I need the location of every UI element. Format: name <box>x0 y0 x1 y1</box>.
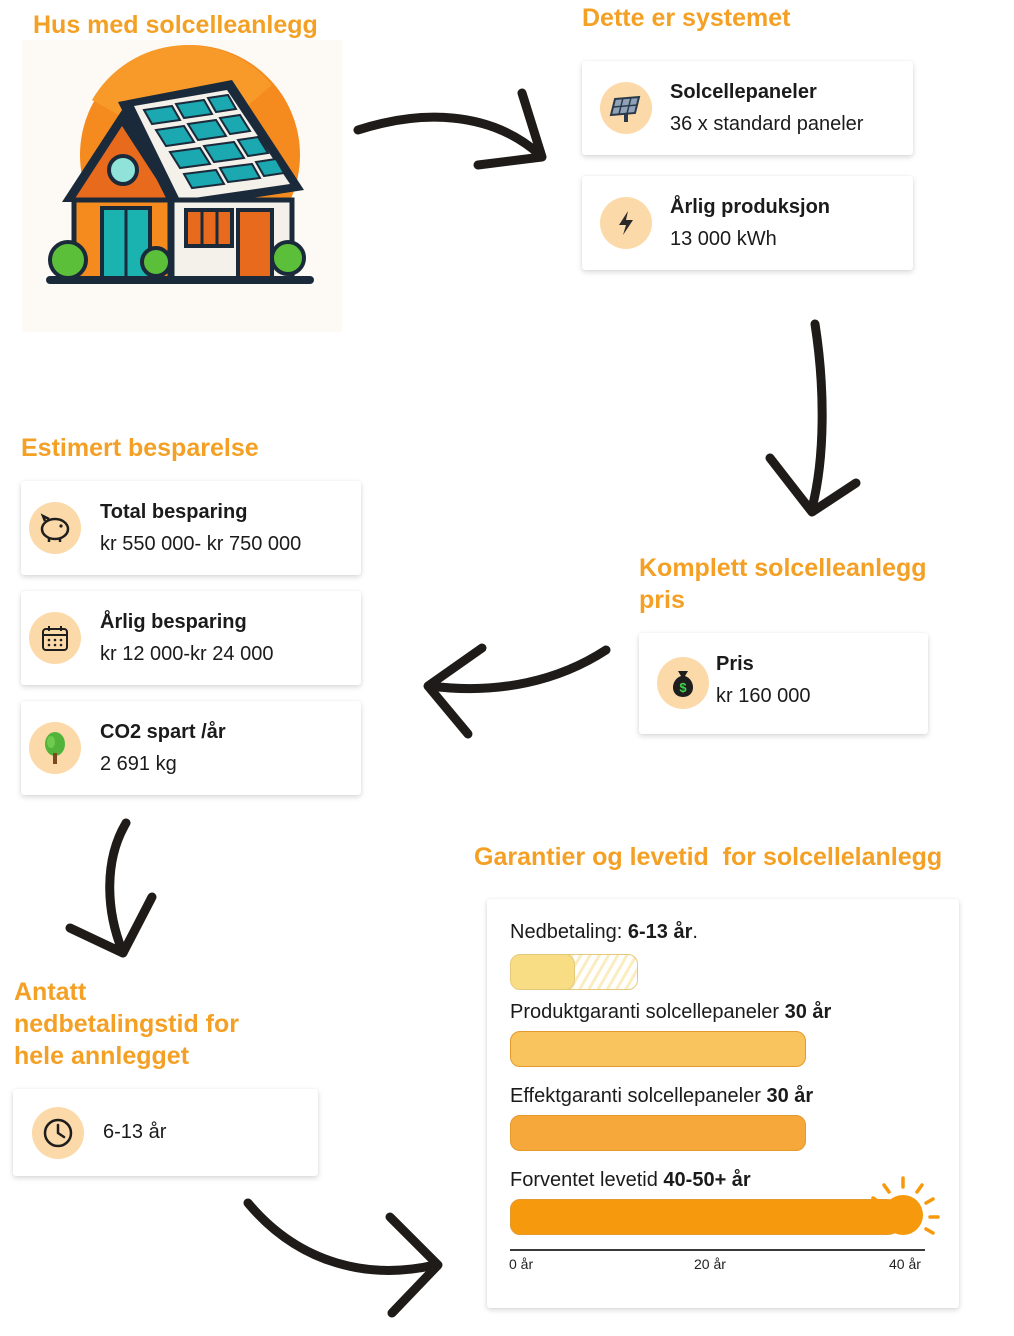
sun-icon <box>870 1167 940 1237</box>
flow-arrow-1 <box>350 85 560 185</box>
card-value: 6-13 år <box>103 1121 167 1143</box>
payback-heading-line3: hele annlegget <box>14 1042 190 1070</box>
card-value: 13 000 kWh <box>670 228 777 250</box>
savings-card-co2 <box>21 701 361 795</box>
house-illustration <box>22 40 342 332</box>
savings-card-total <box>21 481 361 575</box>
lifetime-bar <box>510 1199 905 1235</box>
solar-panel-icon <box>600 82 652 134</box>
card-value: kr 160 000 <box>716 685 811 707</box>
card-title: CO2 spart /år <box>100 721 226 743</box>
tree-icon <box>29 722 81 774</box>
axis-tick-label: 40 år <box>889 1256 921 1272</box>
payback-heading-line2: nedbetalingstid for <box>14 1010 239 1038</box>
lifetime-label: Forventet levetid 40-50+ år <box>510 1169 751 1191</box>
payback-heading-line1: Antatt <box>14 978 87 1006</box>
card-title: Pris <box>716 653 754 675</box>
payback-card <box>13 1089 318 1176</box>
payback-bar <box>510 954 575 990</box>
axis-tick-label: 0 år <box>509 1256 534 1272</box>
price-heading-line2: pris <box>639 586 685 614</box>
system-card-panels <box>582 61 913 155</box>
flow-arrow-2 <box>760 318 870 528</box>
price-heading-line1: Komplett solcelleanlegg <box>639 554 927 582</box>
flow-arrow-4 <box>60 815 170 965</box>
flow-arrow-5 <box>240 1195 455 1325</box>
money-bag-icon <box>657 657 709 709</box>
piggy-bank-icon <box>29 502 81 554</box>
system-heading: Dette er systemet <box>582 4 791 32</box>
card-value: kr 550 000- kr 750 000 <box>100 533 302 555</box>
flow-arrow-3 <box>420 640 620 740</box>
product-warranty-bar <box>510 1031 806 1067</box>
lightning-icon <box>600 197 652 249</box>
warranty-heading: Garantier og levetid for solcellelanlegg <box>474 843 943 871</box>
svg-text:$: $ <box>679 680 687 695</box>
timeline-axis <box>510 1249 925 1251</box>
price-card <box>639 633 928 734</box>
card-title: Årlig produksjon <box>670 196 830 218</box>
house-heading: Hus med solcelleanlegg <box>33 11 318 39</box>
card-value: 36 x standard paneler <box>670 113 864 135</box>
warranty-card <box>487 899 959 1308</box>
card-title: Årlig besparing <box>100 611 247 633</box>
effect-warranty-label: Effektgaranti solcellepaneler 30 år <box>510 1085 814 1107</box>
product-warranty-label: Produktgaranti solcellepaneler 30 år <box>510 1001 832 1023</box>
calendar-icon <box>29 612 81 664</box>
card-title: Solcellepaneler <box>670 81 817 103</box>
card-value: 2 691 kg <box>100 753 177 775</box>
system-card-production <box>582 176 913 270</box>
axis-tick-label: 20 år <box>694 1256 726 1272</box>
card-title: Total besparing <box>100 501 248 523</box>
clock-icon <box>32 1107 84 1159</box>
savings-heading: Estimert besparelse <box>21 434 259 462</box>
effect-warranty-bar <box>510 1115 806 1151</box>
payback-row-label: Nedbetaling: 6-13 år. <box>510 921 698 943</box>
card-value: kr 12 000-kr 24 000 <box>100 643 274 665</box>
savings-card-yearly <box>21 591 361 685</box>
